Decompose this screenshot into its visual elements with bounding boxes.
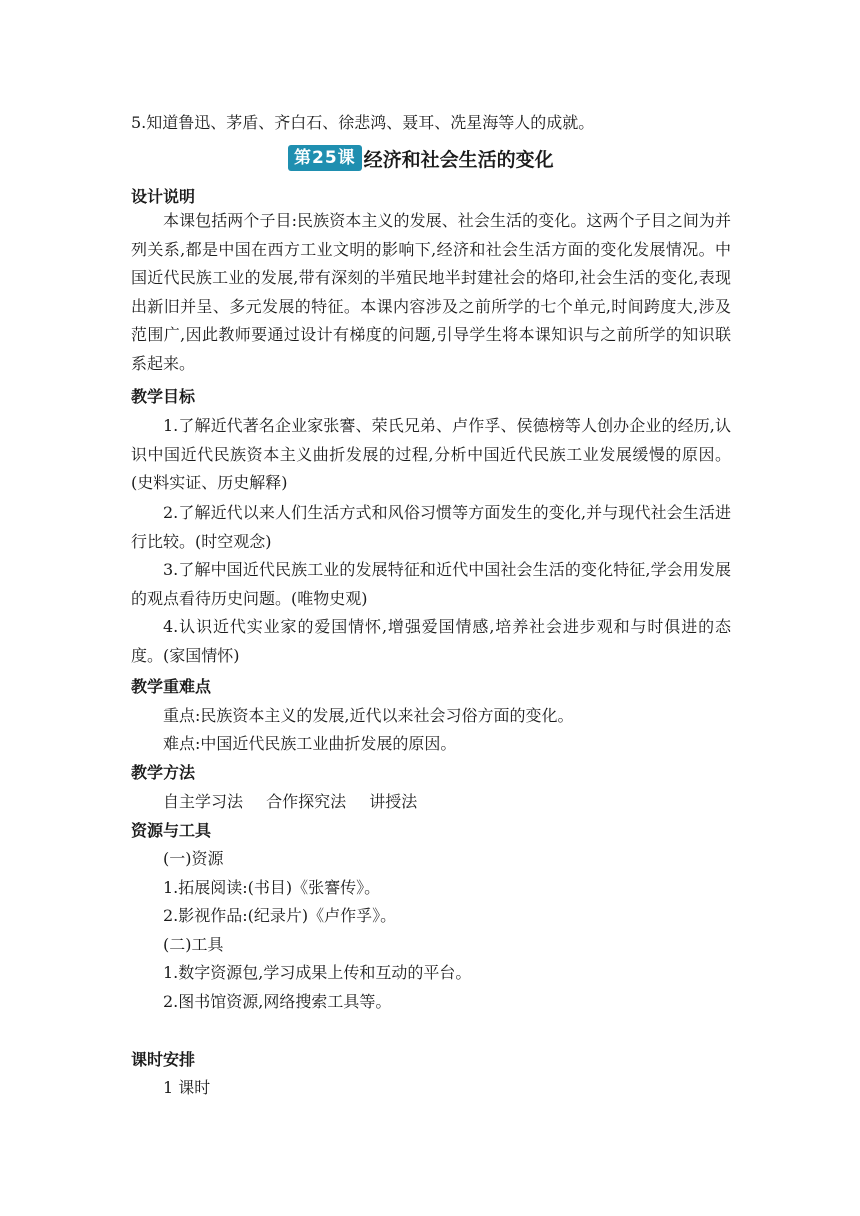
keypoints-heading: 教学重难点 (131, 677, 212, 696)
intro-item: 5.知道鲁迅、茅盾、齐白石、徐悲鸿、聂耳、冼星海等人的成就。 (131, 113, 595, 132)
difficulty-point: 难点:中国近代民族工业曲折发展的原因。 (163, 734, 457, 753)
lesson-name: 经济和社会生活的变化 (363, 148, 554, 171)
resource-item: 2.影视作品:(纪录片)《卢作孚》。 (163, 906, 397, 925)
method-item: 自主学习法 (163, 792, 244, 811)
method-item: 讲授法 (369, 792, 418, 811)
tools-label: (二)工具 (163, 935, 224, 954)
objectives-heading: 教学目标 (131, 387, 196, 406)
focus-point: 重点:民族资本主义的发展,近代以来社会习俗方面的变化。 (163, 706, 574, 725)
resource-item: 1.拓展阅读:(书目)《张謇传》。 (163, 878, 381, 897)
methods-list (163, 792, 763, 812)
schedule-heading: 课时安排 (131, 1050, 196, 1069)
objective-item: 1.了解近代著名企业家张謇、荣氏兄弟、卢作孚、侯德榜等人创办企业的经历,认识中国近代民族资本主义曲折发展的过程,分析中国近代民族工业发展缓慢的原因。(史料实证、历史解释) (131, 416, 731, 493)
objective-item: 4.认识近代实业家的爱国情怀,增强爱国情感,培养社会进步观和与时俱进的态度。(家国情怀) (131, 617, 731, 665)
resources-heading: 资源与工具 (131, 821, 212, 840)
method-item: 合作探究法 (266, 792, 347, 811)
objective-item: 2.了解近代以来人们生活方式和风俗习惯等方面发生的变化,并与现代社会生活进行比较。(时空观念) (131, 503, 731, 551)
tool-item: 2.图书馆资源,网络搜索工具等。 (163, 992, 392, 1011)
schedule-value: 1 课时 (163, 1078, 211, 1097)
design-text: 本课包括两个子目:民族资本主义的发展、社会生活的变化。这两个子目之间为并列关系,都是中国在西方工业文明的影响下,经济和社会生活方面的变化发展情况。中国近代民族工业的发展,带有深刻的半殖民地半封建社会的烙印,社会生活的变化,表现出新旧并呈、多元发展的特征。本课内容涉及之前所学的七个单元,时间跨度大,涉及范围广,因此教师要通过设计有梯度的问题,引导学生将本课知识与之前所学的知识联系起来。 (131, 211, 731, 373)
objective-item: 3.了解中国近代民族工业的发展特征和近代中国社会生活的变化特征,学会用发展的观点看待历史问题。(唯物史观) (131, 560, 731, 608)
resources-label: (一)资源 (163, 849, 224, 868)
lesson-title (288, 144, 554, 172)
lesson-number-badge: 第25课 (288, 145, 362, 171)
design-heading: 设计说明 (131, 187, 196, 206)
tool-item: 1.数字资源包,学习成果上传和互动的平台。 (163, 963, 472, 982)
methods-heading: 教学方法 (131, 763, 196, 782)
